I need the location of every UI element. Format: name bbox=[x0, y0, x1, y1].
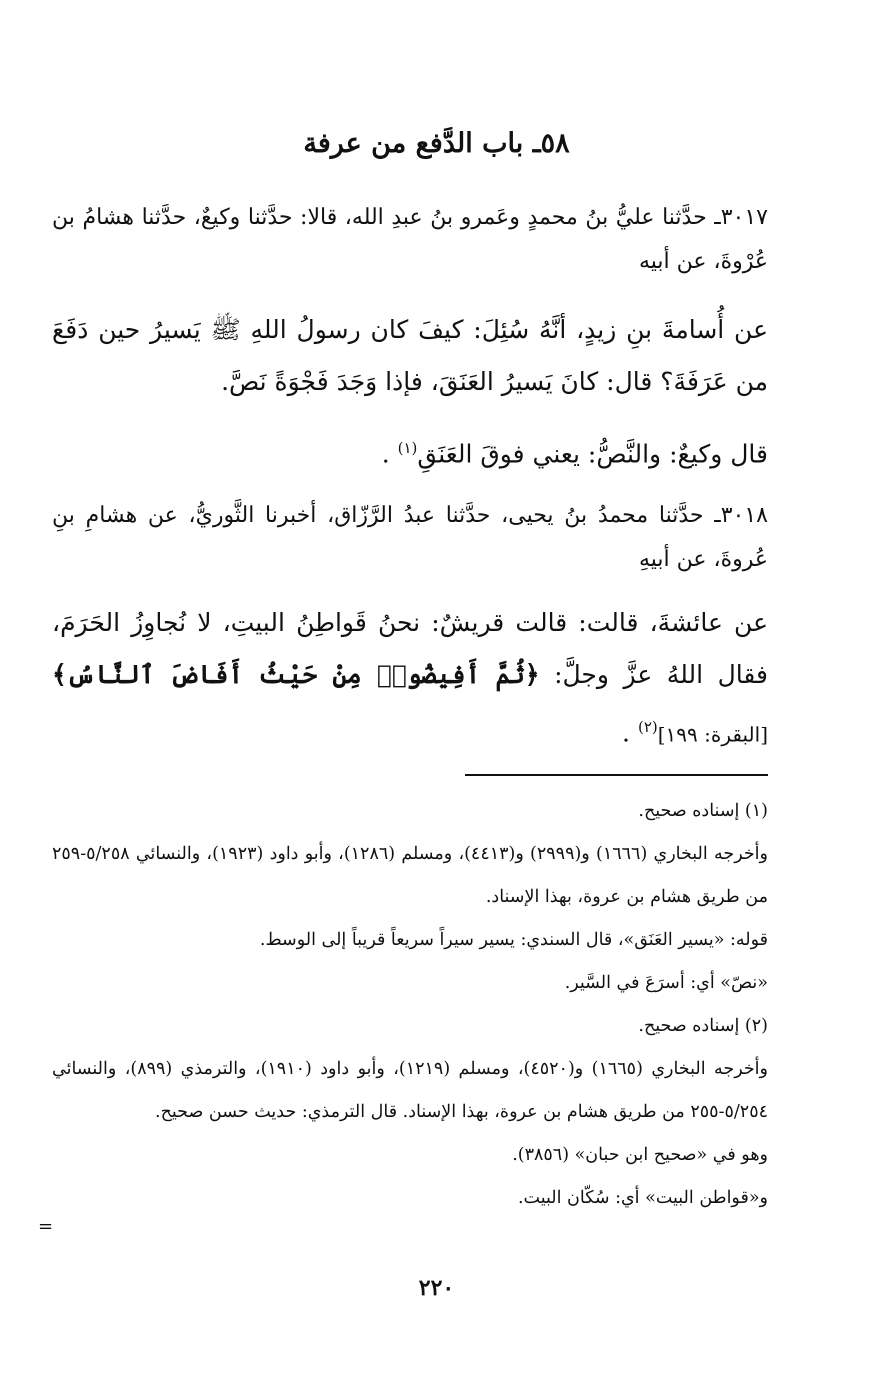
hadith-3017-comment bbox=[52, 422, 768, 480]
quran-verse: ﴿ثُمَّ أَفِيضُوا۟ مِنْ حَيْثُ أَفَاضَ ٱلنَّاسُ﴾ bbox=[52, 660, 540, 689]
quran-citation: [البقرة: ١٩٩] bbox=[657, 722, 768, 747]
chapter-title: ٥٨ـ باب الدَّفع من عرفة bbox=[303, 128, 570, 159]
footnote-1: (١) إسناده صحيح. bbox=[638, 801, 768, 821]
comment-end: . bbox=[381, 439, 390, 469]
footnote-2: (٢) إسناده صحيح. bbox=[638, 1016, 768, 1036]
footnote-ref-2: (٢) bbox=[637, 718, 658, 736]
comment-text: قال وكيعٌ: والنَّصُّ: يعني فوقَ العَنَقِ bbox=[417, 439, 768, 469]
continuation-mark: = bbox=[38, 1216, 54, 1237]
hadith-3017-matn: عن أُسامةَ بنِ زيدٍ، أنَّهُ سُئِلَ: كيفَ كان رسولُ اللهِ ﷺ يَسيرُ حين دَفَعَ من عَرَفَةَ؟ قال: كانَ يَسيرُ العَنَقَ، فإذا وَجَدَ فَجْوَةً نَصَّ. bbox=[52, 315, 768, 396]
footnote-ref-1: (١) bbox=[397, 439, 418, 457]
footnote-1-note-2: «نصّ» أي: أسرَعَ في السَّير. bbox=[564, 973, 768, 993]
footnote-1-sources: وأخرجه البخاري (١٦٦٦) و(٢٩٩٩) و(٤٤١٣)، ومسلم (١٢٨٦)، وأبو داود (١٩٢٣)، والنسائي ٥/٢٥٨-٢٥٩ من طريق هشام بن عروة، بهذا الإسناد. bbox=[52, 844, 768, 907]
hadith-3018-matn bbox=[52, 597, 768, 760]
footnote-divider bbox=[465, 774, 768, 776]
footnote-2-note-1: وهو في «صحيح ابن حبان» (٣٨٥٦). bbox=[512, 1145, 768, 1165]
footnote-1-note-1: قوله: «يسير العَنَق»، قال السندي: يسير سيراً سريعاً قريباً إلى الوسط. bbox=[259, 930, 768, 950]
footnotes bbox=[52, 790, 768, 1220]
citation-end: . bbox=[622, 718, 630, 748]
page-number: ٢٢٠ bbox=[418, 1275, 455, 1301]
hadith-3018-isnad: ٣٠١٨ـ حدَّثنا محمدُ بنُ يحيى، حدَّثنا عبدُ الرَّزّاق، أخبرنا الثَّوريُّ، عن هشامِ بنِ عُروةَ، عن أبيهِ bbox=[52, 503, 768, 572]
hadith-3017-isnad: ٣٠١٧ـ حدَّثنا عليُّ بنُ محمدٍ وعَمرو بنُ عبدِ الله، قالا: حدَّثنا وكيعٌ، حدَّثنا هشامُ بن عُرْوةَ، عن أبيه bbox=[52, 205, 768, 274]
footnote-2-sources: وأخرجه البخاري (١٦٦٥) و(٤٥٢٠)، ومسلم (١٢١٩)، وأبو داود (١٩١٠)، والترمذي (٨٩٩)، والنسائي ٥/٢٥٤-٢٥٥ من طريق هشام بن عروة، بهذا الإسناد. قال الترمذي: حديث حسن صحيح. bbox=[52, 1059, 768, 1122]
footnote-2-note-2: و«قواطن البيت» أي: سُكّان البيت. bbox=[517, 1188, 768, 1208]
matn-text: عن عائشةَ، قالت: قالت قريشٌ: نحنُ قَواطِنُ البيتِ، لا نُجاوِزُ الحَرَمَ، فقال اللهُ عزَّ وجلَّ: bbox=[52, 608, 768, 689]
